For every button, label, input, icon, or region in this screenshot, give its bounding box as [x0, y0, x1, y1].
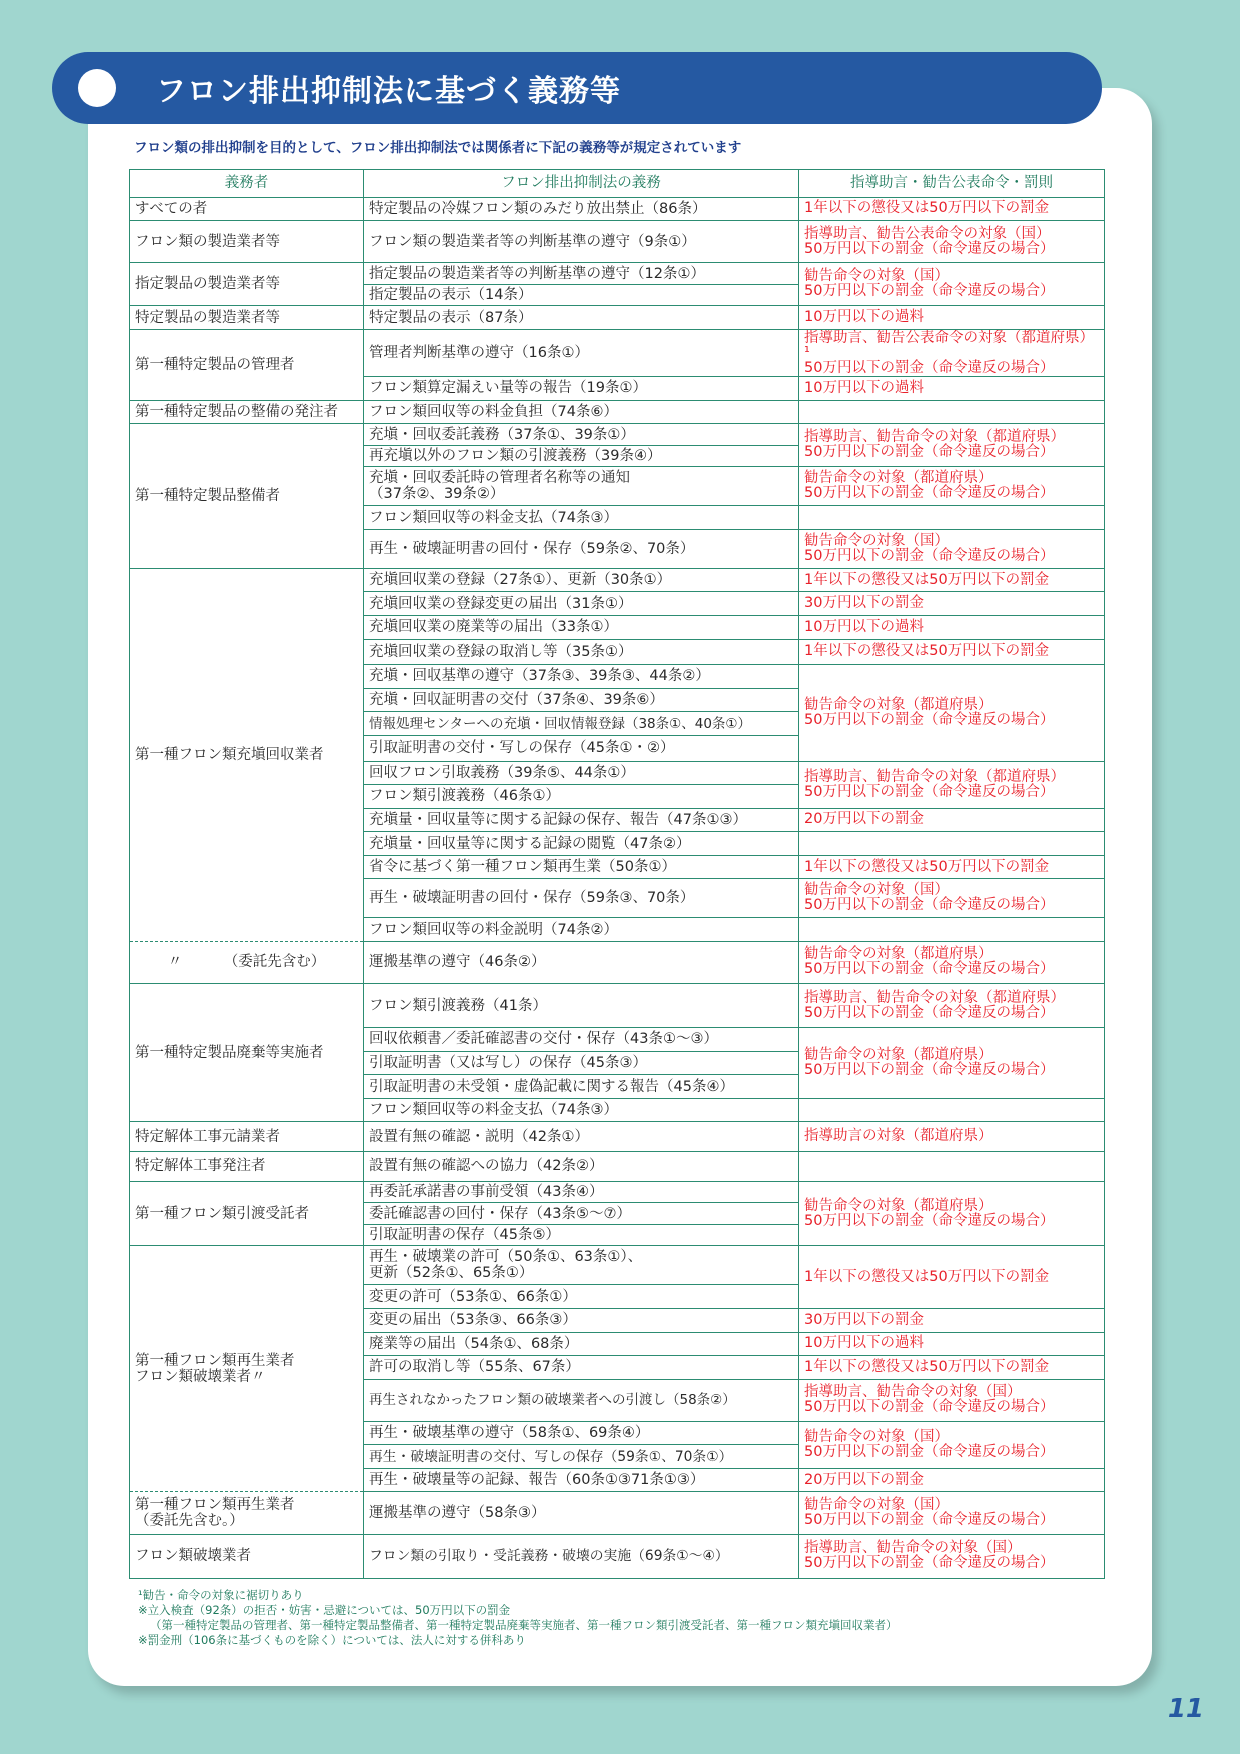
- table-row: [130, 568, 1105, 592]
- penalty-cell: 指導助言、勧告命令の対象（国） 50万円以下の罰金（命令違反の場合）: [799, 1379, 1105, 1421]
- obligation-cell: 変更の届出（53条③、66条③）: [364, 1308, 799, 1332]
- footnote: ※罰金刑（106条に基づくものを除く）については、法人に対する併科あり: [138, 1633, 526, 1647]
- obligation-cell: 再生されなかったフロン類の破壊業者への引渡し（58条②）: [364, 1379, 799, 1421]
- footnote: ¹勧告・命令の対象に裾切りあり: [138, 1588, 304, 1602]
- obligation-cell: 指定製品の製造業者等の判断基準の遵守（12条①）: [364, 263, 799, 285]
- table-row: [130, 221, 1105, 263]
- table-row: [130, 1246, 1105, 1285]
- penalty-cell: 10万円以下の過料: [799, 615, 1105, 639]
- obligation-cell: 回収依頼書／委託確認書の交付・保存（43条①～③）: [364, 1028, 799, 1052]
- obligation-cell: 委託確認書の回付・保存（43条⑤～⑦）: [364, 1203, 799, 1225]
- table-row: [130, 306, 1105, 330]
- obligation-cell: 廃業等の届出（54条①、68条）: [364, 1332, 799, 1356]
- obligation-cell: 変更の許可（53条①、66条①）: [364, 1285, 799, 1309]
- penalty-cell: [799, 1098, 1105, 1122]
- penalty-cell: 20万円以下の罰金: [799, 808, 1105, 832]
- penalty-cell: 勧告命令の対象（国） 50万円以下の罰金（命令違反の場合）: [799, 1492, 1105, 1534]
- obligor-cell: 第一種特定製品廃棄等実施者: [130, 983, 364, 1121]
- penalty-cell: 10万円以下の過料: [799, 1332, 1105, 1356]
- obligation-cell: 再生・破壊業の許可（50条①、63条①）、 更新（52条①、65条①）: [364, 1246, 799, 1285]
- table-row: [130, 329, 1105, 376]
- penalty-cell: 30万円以下の罰金: [799, 592, 1105, 616]
- table-row: [130, 1122, 1105, 1152]
- obligation-cell: 再生・破壊証明書の回付・保存（59条②、70条）: [364, 529, 799, 568]
- circle-icon: [78, 69, 116, 107]
- obligation-cell: 回収フロン引取義務（39条⑤、44条①）: [364, 761, 799, 785]
- obligation-cell: フロン類引渡義務（41条）: [364, 983, 799, 1027]
- obligation-cell: 運搬基準の遵守（46条②）: [364, 941, 799, 983]
- obligation-cell: 再充塡以外のフロン類の引渡義務（39条④）: [364, 445, 799, 467]
- obligation-cell: 再生・破壊基準の遵守（58条①、69条④）: [364, 1421, 799, 1445]
- penalty-cell: 勧告命令の対象（国） 50万円以下の罰金（命令違反の場合）: [799, 263, 1105, 306]
- obligation-cell: 充塡量・回収量等に関する記録の閲覧（47条②）: [364, 832, 799, 856]
- penalty-cell: 指導助言、勧告公表命令の対象（国） 50万円以下の罰金（命令違反の場合）: [799, 221, 1105, 263]
- table-row: [130, 400, 1105, 424]
- obligations-table: [129, 169, 1105, 1579]
- header-obligation: フロン排出抑制法の義務: [364, 170, 799, 198]
- table-row: [130, 1152, 1105, 1182]
- obligation-cell: フロン類回収等の料金支払（74条③）: [364, 506, 799, 530]
- obligor-cell: フロン類破壊業者: [130, 1534, 364, 1579]
- penalty-cell: 1年以下の懲役又は50万円以下の罰金: [799, 1246, 1105, 1309]
- obligation-cell: 充塡回収業の登録変更の届出（31条①）: [364, 592, 799, 616]
- penalty-cell: 指導助言、勧告命令の対象（国） 50万円以下の罰金（命令違反の場合）: [799, 1534, 1105, 1579]
- title-banner: [52, 52, 1102, 124]
- obligation-cell: 再生・破壊証明書の回付・保存（59条③、70条）: [364, 879, 799, 918]
- obligation-cell: 充塡量・回収量等に関する記録の保存、報告（47条①③）: [364, 808, 799, 832]
- obligation-cell: フロン類の引取り・受託義務・破壊の実施（69条①～④）: [364, 1534, 799, 1579]
- table-row: [130, 197, 1105, 221]
- obligation-cell: 再委託承諾書の事前受領（43条④）: [364, 1181, 799, 1203]
- penalty-cell: 1年以下の懲役又は50万円以下の罰金: [799, 197, 1105, 221]
- obligation-cell: 運搬基準の遵守（58条③）: [364, 1492, 799, 1534]
- table-row: [130, 1534, 1105, 1579]
- obligor-cell: フロン類の製造業者等: [130, 221, 364, 263]
- penalty-cell: 勧告命令の対象（国） 50万円以下の罰金（命令違反の場合）: [799, 1421, 1105, 1468]
- obligor-cell: 第一種特定製品の整備の発注者: [130, 400, 364, 424]
- penalty-cell: [799, 506, 1105, 530]
- obligor-cell: 指定製品の製造業者等: [130, 263, 364, 306]
- obligor-cell: 第一種特定製品の管理者: [130, 329, 364, 400]
- obligor-cell: 第一種フロン類再生業者 フロン類破壊業者〃: [130, 1246, 364, 1492]
- footnotes: [138, 1588, 1098, 1648]
- penalty-cell: 1年以下の懲役又は50万円以下の罰金: [799, 568, 1105, 592]
- obligor-cell: 第一種フロン類引渡受託者: [130, 1181, 364, 1246]
- obligation-cell: 特定製品の表示（87条）: [364, 306, 799, 330]
- penalty-cell: 勧告命令の対象（都道府県） 50万円以下の罰金（命令違反の場合）: [799, 1028, 1105, 1099]
- obligation-cell: 再生・破壊証明書の交付、写しの保存（59条①、70条①）: [364, 1445, 799, 1469]
- subtitle: フロン類の排出抑制を目的として、フロン排出抑制法では関係者に下記の義務等が規定されています: [134, 140, 742, 156]
- penalty-cell: 勧告命令の対象（都道府県） 50万円以下の罰金（命令違反の場合）: [799, 467, 1105, 506]
- penalty-cell: 指導助言の対象（都道府県）: [799, 1122, 1105, 1152]
- penalty-cell: 1年以下の懲役又は50万円以下の罰金: [799, 1356, 1105, 1380]
- obligation-cell: 充塡回収業の廃業等の届出（33条①）: [364, 615, 799, 639]
- obligation-cell: 引取証明書の保存（45条⑤）: [364, 1224, 799, 1246]
- obligor-note: （委託先含む）: [223, 954, 326, 971]
- ditto-mark: 〃: [167, 954, 183, 971]
- obligor-cell: 特定解体工事発注者: [130, 1152, 364, 1182]
- obligation-cell: 引取証明書の未受領・虚偽記載に関する報告（45条④）: [364, 1075, 799, 1099]
- penalty-cell: [799, 918, 1105, 942]
- penalty-cell: 1年以下の懲役又は50万円以下の罰金: [799, 855, 1105, 879]
- penalty-cell: 指導助言、勧告命令の対象（都道府県） 50万円以下の罰金（命令違反の場合）: [799, 983, 1105, 1027]
- obligation-cell: フロン類算定漏えい量等の報告（19条①）: [364, 377, 799, 401]
- table-row: [130, 424, 1105, 446]
- obligation-cell: フロン類引渡義務（46条①）: [364, 785, 799, 809]
- penalty-cell: 勧告命令の対象（都道府県） 50万円以下の罰金（命令違反の場合）: [799, 665, 1105, 761]
- obligation-cell: フロン類の製造業者等の判断基準の遵守（9条①）: [364, 221, 799, 263]
- penalty-cell: 指導助言、勧告命令の対象（都道府県） 50万円以下の罰金（命令違反の場合）: [799, 761, 1105, 808]
- penalty-cell: 指導助言、勧告公表命令の対象（都道府県）¹ 50万円以下の罰金（命令違反の場合）: [799, 329, 1105, 376]
- obligation-cell: 充塡・回収委託時の管理者名称等の通知 （37条②、39条②）: [364, 467, 799, 506]
- penalty-cell: [799, 1152, 1105, 1182]
- obligation-cell: 引取証明書の交付・写しの保存（45条①・②）: [364, 735, 799, 761]
- obligation-cell: 充塡・回収委託義務（37条①、39条①）: [364, 424, 799, 446]
- penalty-cell: 30万円以下の罰金: [799, 1308, 1105, 1332]
- obligation-cell: 充塡回収業の登録（27条①）、更新（30条①）: [364, 568, 799, 592]
- header-obligor: 義務者: [130, 170, 364, 198]
- table-row: [130, 1492, 1105, 1534]
- obligor-cell: 特定製品の製造業者等: [130, 306, 364, 330]
- obligor-cell: 第一種フロン類再生業者 （委託先含む。）: [130, 1492, 364, 1534]
- obligation-cell: 許可の取消し等（55条、67条）: [364, 1356, 799, 1380]
- penalty-cell: 勧告命令の対象（都道府県） 50万円以下の罰金（命令違反の場合）: [799, 941, 1105, 983]
- penalty-cell: 10万円以下の過料: [799, 306, 1105, 330]
- obligor-cell: 第一種フロン類充塡回収業者: [130, 568, 364, 941]
- obligor-cell: [130, 941, 364, 983]
- footnote: ※立入検査（92条）の拒否・妨害・忌避については、50万円以下の罰金: [138, 1603, 511, 1617]
- penalty-cell: 1年以下の懲役又は50万円以下の罰金: [799, 639, 1105, 665]
- penalty-cell: [799, 832, 1105, 856]
- obligation-cell: フロン類回収等の料金支払（74条③）: [364, 1098, 799, 1122]
- header-penalty: 指導助言・勧告公表命令・罰則: [799, 170, 1105, 198]
- obligation-cell: 特定製品の冷媒フロン類のみだり放出禁止（86条）: [364, 197, 799, 221]
- obligation-cell: 充塡・回収証明書の交付（37条④、39条⑥）: [364, 688, 799, 712]
- table-row: [130, 1181, 1105, 1203]
- obligation-cell: 設置有無の確認・説明（42条①）: [364, 1122, 799, 1152]
- obligation-cell: 管理者判断基準の遵守（16条①）: [364, 329, 799, 376]
- obligation-cell: 充塡・回収基準の遵守（37条③、39条③、44条②）: [364, 665, 799, 689]
- table-row: [130, 983, 1105, 1027]
- obligation-cell: フロン類回収等の料金負担（74条⑥）: [364, 400, 799, 424]
- footnote: （第一種特定製品の管理者、第一種特定製品整備者、第一種特定製品廃棄等実施者、第一種フロン類引渡受託者、第一種フロン類充塡回収業者）: [150, 1618, 898, 1632]
- obligation-cell: 再生・破壊量等の記録、報告（60条①③71条①③）: [364, 1468, 799, 1492]
- penalty-cell: 20万円以下の罰金: [799, 1468, 1105, 1492]
- penalty-cell: 10万円以下の過料: [799, 377, 1105, 401]
- obligation-cell: 情報処理センターへの充塡・回収情報登録（38条①、40条①）: [364, 712, 799, 736]
- penalty-cell: [799, 400, 1105, 424]
- page-title: フロン排出抑制法に基づく義務等: [156, 74, 621, 109]
- penalty-cell: 勧告命令の対象（都道府県） 50万円以下の罰金（命令違反の場合）: [799, 1181, 1105, 1246]
- obligation-cell: フロン類回収等の料金説明（74条②）: [364, 918, 799, 942]
- page-number: 11: [1167, 1694, 1204, 1724]
- penalty-cell: 指導助言、勧告命令の対象（都道府県） 50万円以下の罰金（命令違反の場合）: [799, 424, 1105, 467]
- table-row: [130, 263, 1105, 285]
- obligation-cell: 充塡回収業の登録の取消し等（35条①）: [364, 639, 799, 665]
- obligor-cell: すべての者: [130, 197, 364, 221]
- obligor-cell: 特定解体工事元請業者: [130, 1122, 364, 1152]
- penalty-cell: 勧告命令の対象（国） 50万円以下の罰金（命令違反の場合）: [799, 529, 1105, 568]
- obligor-cell: 第一種特定製品整備者: [130, 424, 364, 569]
- obligation-cell: 引取証明書（又は写し）の保存（45条③）: [364, 1051, 799, 1075]
- table-header-row: [130, 170, 1105, 198]
- obligation-cell: 省令に基づく第一種フロン類再生業（50条①）: [364, 855, 799, 879]
- penalty-cell: 勧告命令の対象（国） 50万円以下の罰金（命令違反の場合）: [799, 879, 1105, 918]
- table-row: [130, 941, 1105, 983]
- obligation-cell: 設置有無の確認への協力（42条②）: [364, 1152, 799, 1182]
- obligation-cell: 指定製品の表示（14条）: [364, 284, 799, 306]
